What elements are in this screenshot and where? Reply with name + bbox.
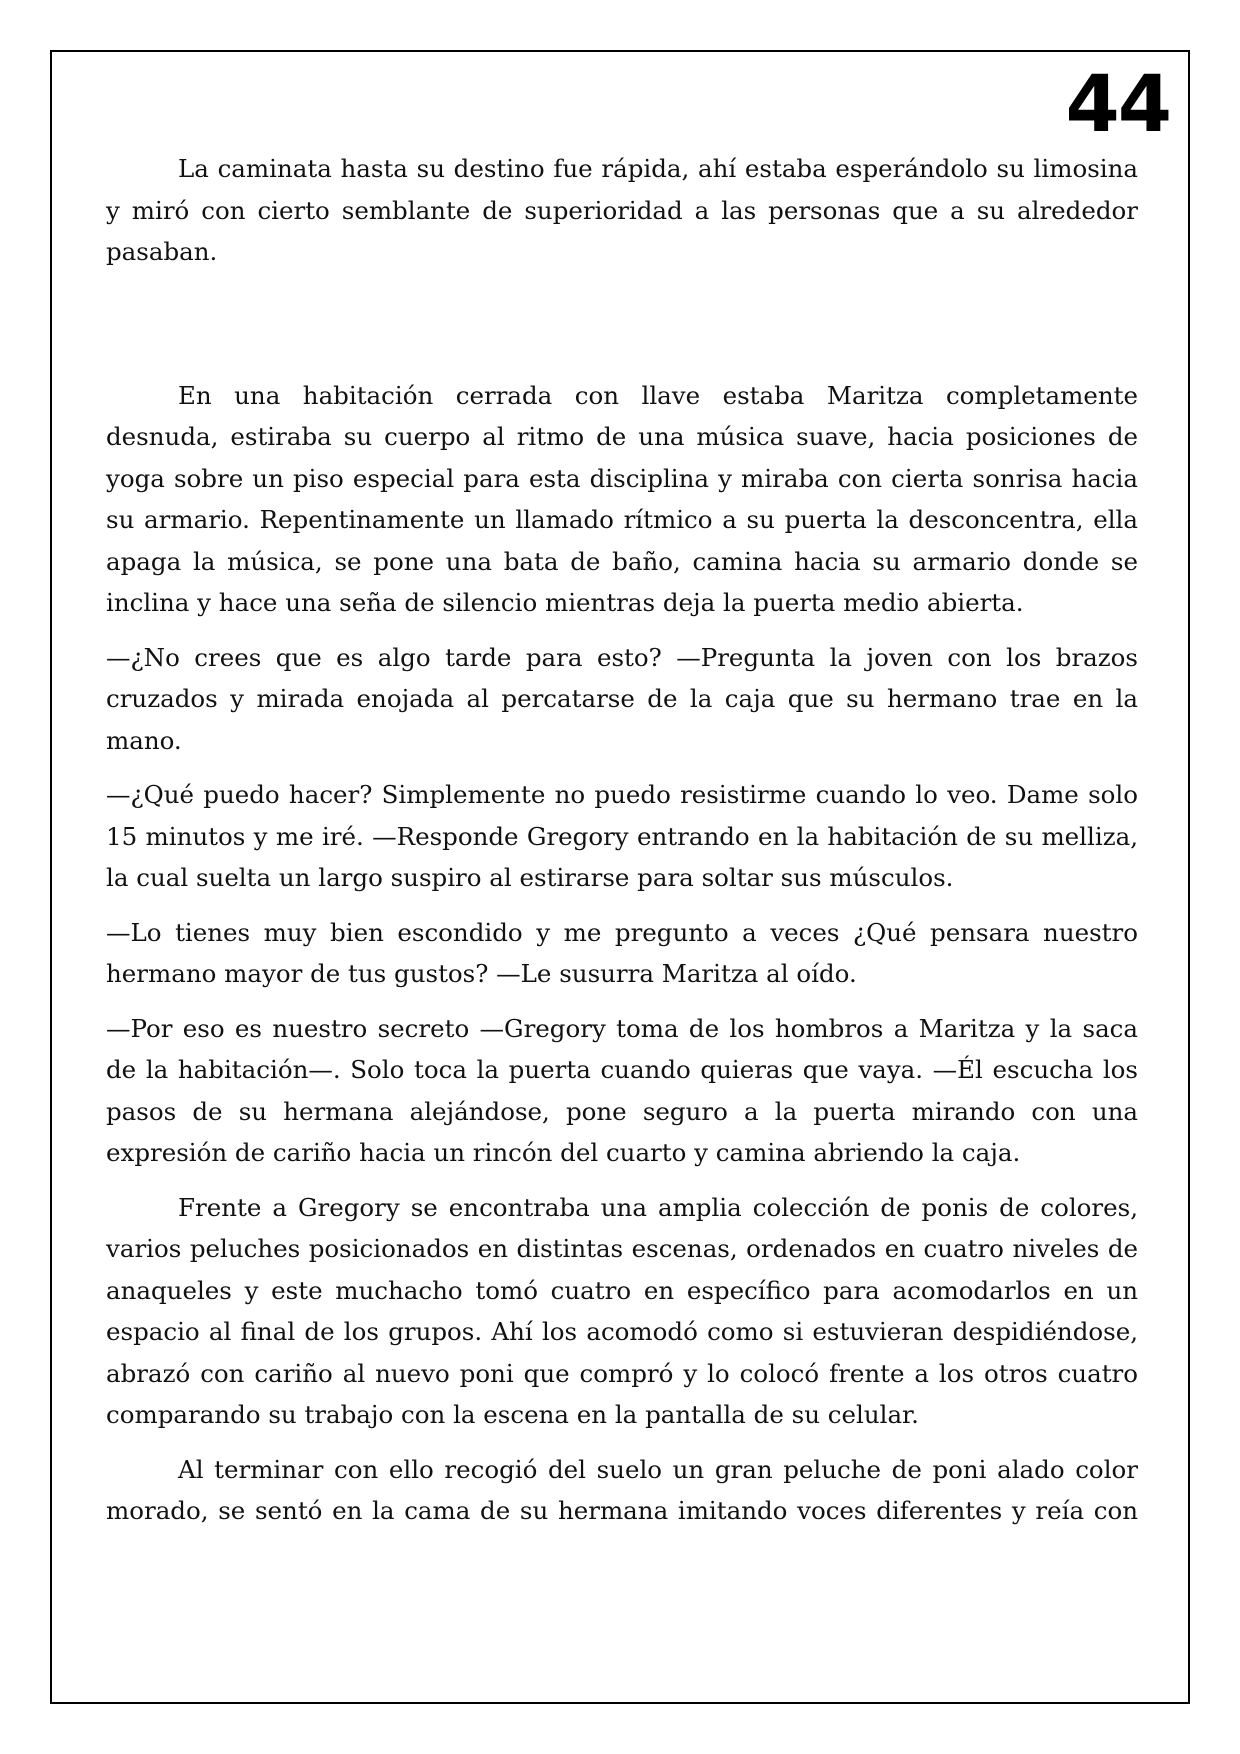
dialogue-paragraph-2: —¿Qué puedo hacer? Simplemente no puedo resistirme cuando lo veo. Dame solo 15 minutos y me iré. —Responde Gregory entrando en la habitación de su melliza, la cual suelta un largo suspiro al estirarse para soltar sus músculos. [106,780,1138,892]
paragraph-2: En una habitación cerrada con llave estaba Maritza completamente desnuda, estiraba su cuerpo al ritmo de una música suave, hacia posiciones de yoga sobre un piso especial para esta disciplina y miraba con cierta sonrisa hacia su armario. Repentinamente un llamado rítmico a su puerta la desconcentra, ella apaga la música, se pone una bata de baño, camina hacia su armario donde se inclina y hace una seña de silencio mientras deja la puerta medio abierta. [106,380,1138,617]
text-body [106,148,1138,1545]
dialogue-paragraph-3: —Lo tienes muy bien escondido y me pregunto a veces ¿Qué pensara nuestro hermano mayor de tus gustos? —Le susurra Maritza al oído. [106,917,1138,988]
dialogue-paragraph-1: —¿No crees que es algo tarde para esto? —Pregunta la joven con los brazos cruzados y mirada enojada al percatarse de la caja que su hermano trae en la mano. [106,642,1138,755]
paragraph-1: La caminata hasta su destino fue rápida, ahí estaba esperándolo su limosina y miró con cierto semblante de superioridad a las personas que a su alrededor pasaban. [106,154,1138,266]
paragraph-3: Frente a Gregory se encontraba una amplia colección de ponis de colores, varios peluches posicionados en distintas escenas, ordenados en cuatro niveles de anaqueles y este muchacho tomó cuatro en específico para acomodarlos en un espacio al final de los grupos. Ahí los acomodó como si estuvieran despidiéndose, abrazó con cariño al nuevo poni que compró y lo colocó frente a los otros cuatro comparando su trabajo con la escena en la pantalla de su celular. [106,1192,1138,1429]
dialogue-paragraph-4: —Por eso es nuestro secreto —Gregory toma de los hombros a Maritza y la saca de la habitación—. Solo toca la puerta cuando quieras que vaya. —Él escucha los pasos de su hermana alejándose, pone seguro a la puerta mirando con una expresión de cariño hacia un rincón del cuarto y camina abriendo la caja. [106,1013,1138,1167]
page-number: 44 [1065,60,1170,150]
page-frame [50,50,1190,1704]
paragraph-4: Al terminar con ello recogió del suelo un gran peluche de poni alado color morado, se sentó en la cama de su hermana imitando voces diferentes y reía con [106,1454,1138,1525]
